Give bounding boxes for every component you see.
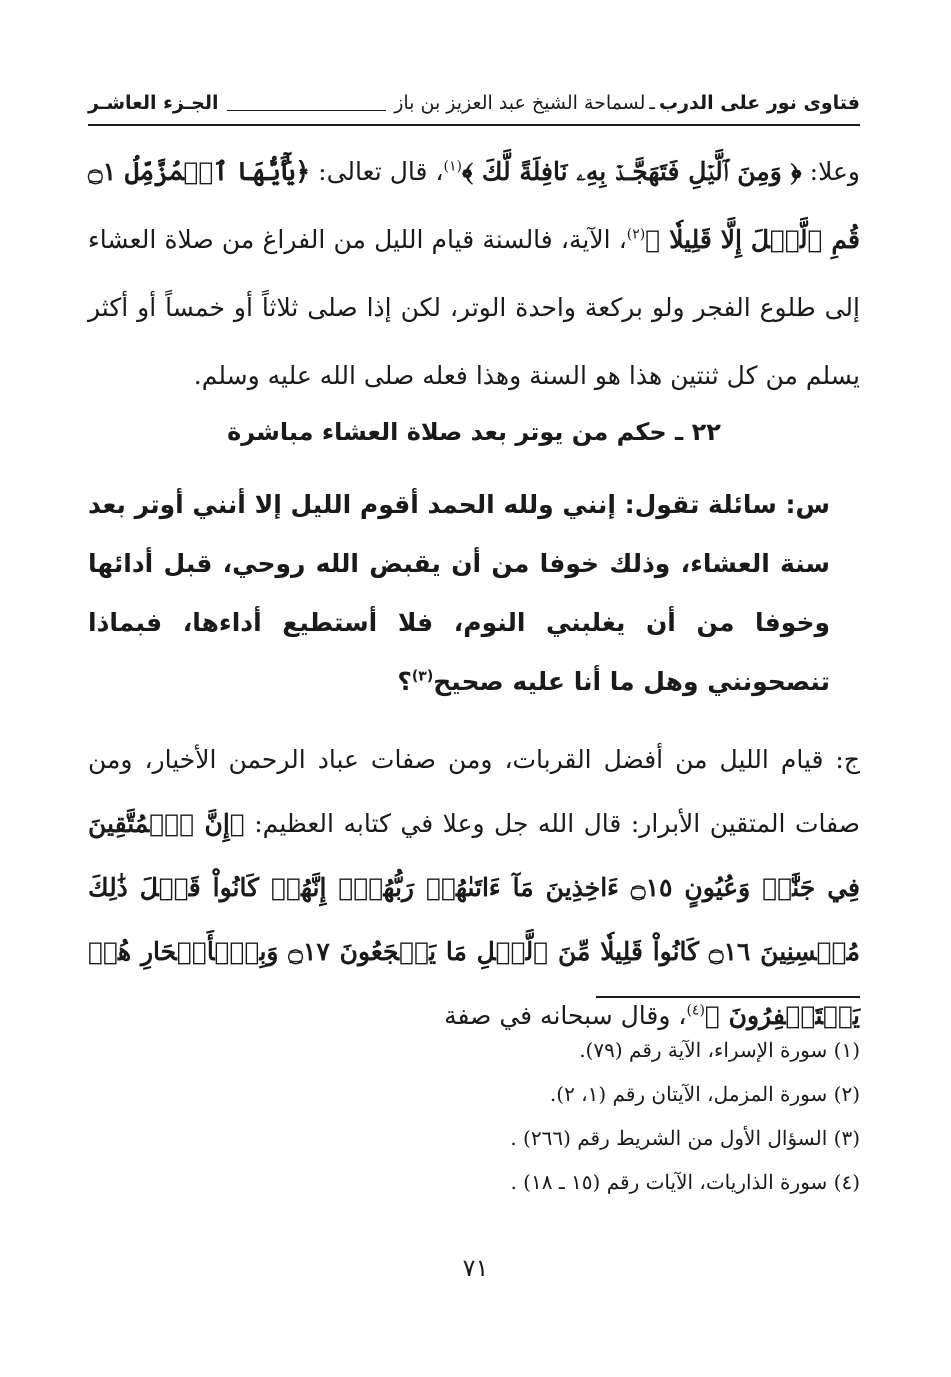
- question-end: ؟: [397, 667, 412, 696]
- footnote-item: (٣) السؤال الأول من الشريط رقم (٢٦٦) .: [510, 1126, 860, 1150]
- page-number: ٧١: [462, 1254, 489, 1282]
- footnote-ref-4: (٤): [686, 1002, 705, 1019]
- header-book-title: فتاوى نور على الدرب: [659, 92, 860, 114]
- footnote-ref-1: (١): [443, 158, 463, 175]
- footnote-item: (١) سورة الإسراء، الآية رقم (٧٩).: [579, 1038, 860, 1062]
- running-header: [88, 88, 860, 118]
- question-text: س: سائلة تقول: إنني ولله الحمد أقوم الليل إلا أنني أوتر بعد سنة العشاء، وذلك خوفا من أن يقبض الله روحي، قبل أدائها وخوفا من أن يغلبني النوم، فلا أستطيع أداءها، فبماذا تنصحونني وهل ما أنا عليه صحيح: [88, 490, 830, 696]
- header-author: لسماحة الشيخ عبد العزيز بن باز: [394, 92, 646, 114]
- footnote-item: (٤) سورة الذاريات، الآيات رقم (١٥ ـ ١٨) .: [510, 1170, 860, 1194]
- footnotes: [88, 1028, 860, 1204]
- footnote-ref-2: (٢): [626, 226, 646, 243]
- header-dash-rule: [227, 110, 387, 111]
- footnote-ref-3: (٣): [411, 668, 434, 685]
- quran-verse-muzzammil: ﴿يَٰٓأَيُّهَا ٱلۡمُزَّمِّلُ ۝١ قُمِ ٱلَّيۡلَ إِلَّا قَلِيلٗا ﴾: [88, 157, 860, 254]
- header-separator: ـ: [649, 92, 655, 114]
- answer-text: ج: قيام الليل من أفضل القربات، ومن صفات عباد الرحمن الأخيار، ومن صفات المتقين الأبرار: قال الله جل وعلا في كتابه العظيم:: [88, 745, 860, 838]
- paragraph-rest: ، الآية، فالسنة قيام الليل من الفراغ من صلاة العشاء إلى طلوع الفجر ولو بركعة واحدة الوتر، لكن إذا صلى ثلاثاً أو خمساً أو أكثر يسلم من كل ثنتين هذا هو السنة وهذا فعله صلى الله عليه وسلم.: [88, 225, 860, 390]
- answer-rest: ، وقال سبحانه في صفة: [444, 1001, 687, 1030]
- paragraph-mid: ، قال تعالى:: [310, 157, 444, 186]
- header-part: الجـزء العاشـر: [88, 92, 219, 114]
- quran-verse-dhariyat: ﴿إِنَّ ٱلۡمُتَّقِينَ فِي جَنَّٰتٖ وَعُيُونٍ ۝١٥ ءَاخِذِينَ مَآ ءَاتَىٰهُمۡ رَبُّهُمۡۚ إِنَّهُمۡ كَانُواْ قَبۡلَ ذَٰلِكَ مُحۡسِنِينَ ۝١٦ كَانُواْ قَلِيلٗا مِّنَ ٱلَّيۡلِ مَا يَهۡجَعُونَ ۝١٧ وَبِٱلۡأَسۡحَارِ هُمۡ يَسۡتَغۡفِرُونَ ﴾: [88, 809, 860, 1030]
- paragraph-continuation: [88, 138, 860, 410]
- answer-paragraph: [88, 728, 860, 1048]
- footnote-divider: [596, 996, 860, 998]
- section-heading: ٢٢ ـ حكم من يوتر بعد صلاة العشاء مباشرة: [227, 418, 721, 446]
- header-divider: [88, 124, 860, 126]
- quran-verse-isra: ﴿ وَمِنَ ٱلَّيۡلِ فَتَهَجَّـدۡ بِهِۦ نَافِلَةً لَّكَ ﴾: [462, 157, 802, 186]
- paragraph-intro: وعلا:: [801, 157, 860, 186]
- footnote-item: (٢) سورة المزمل، الآيتان رقم (١، ٢).: [549, 1082, 860, 1106]
- question-paragraph: [88, 475, 860, 711]
